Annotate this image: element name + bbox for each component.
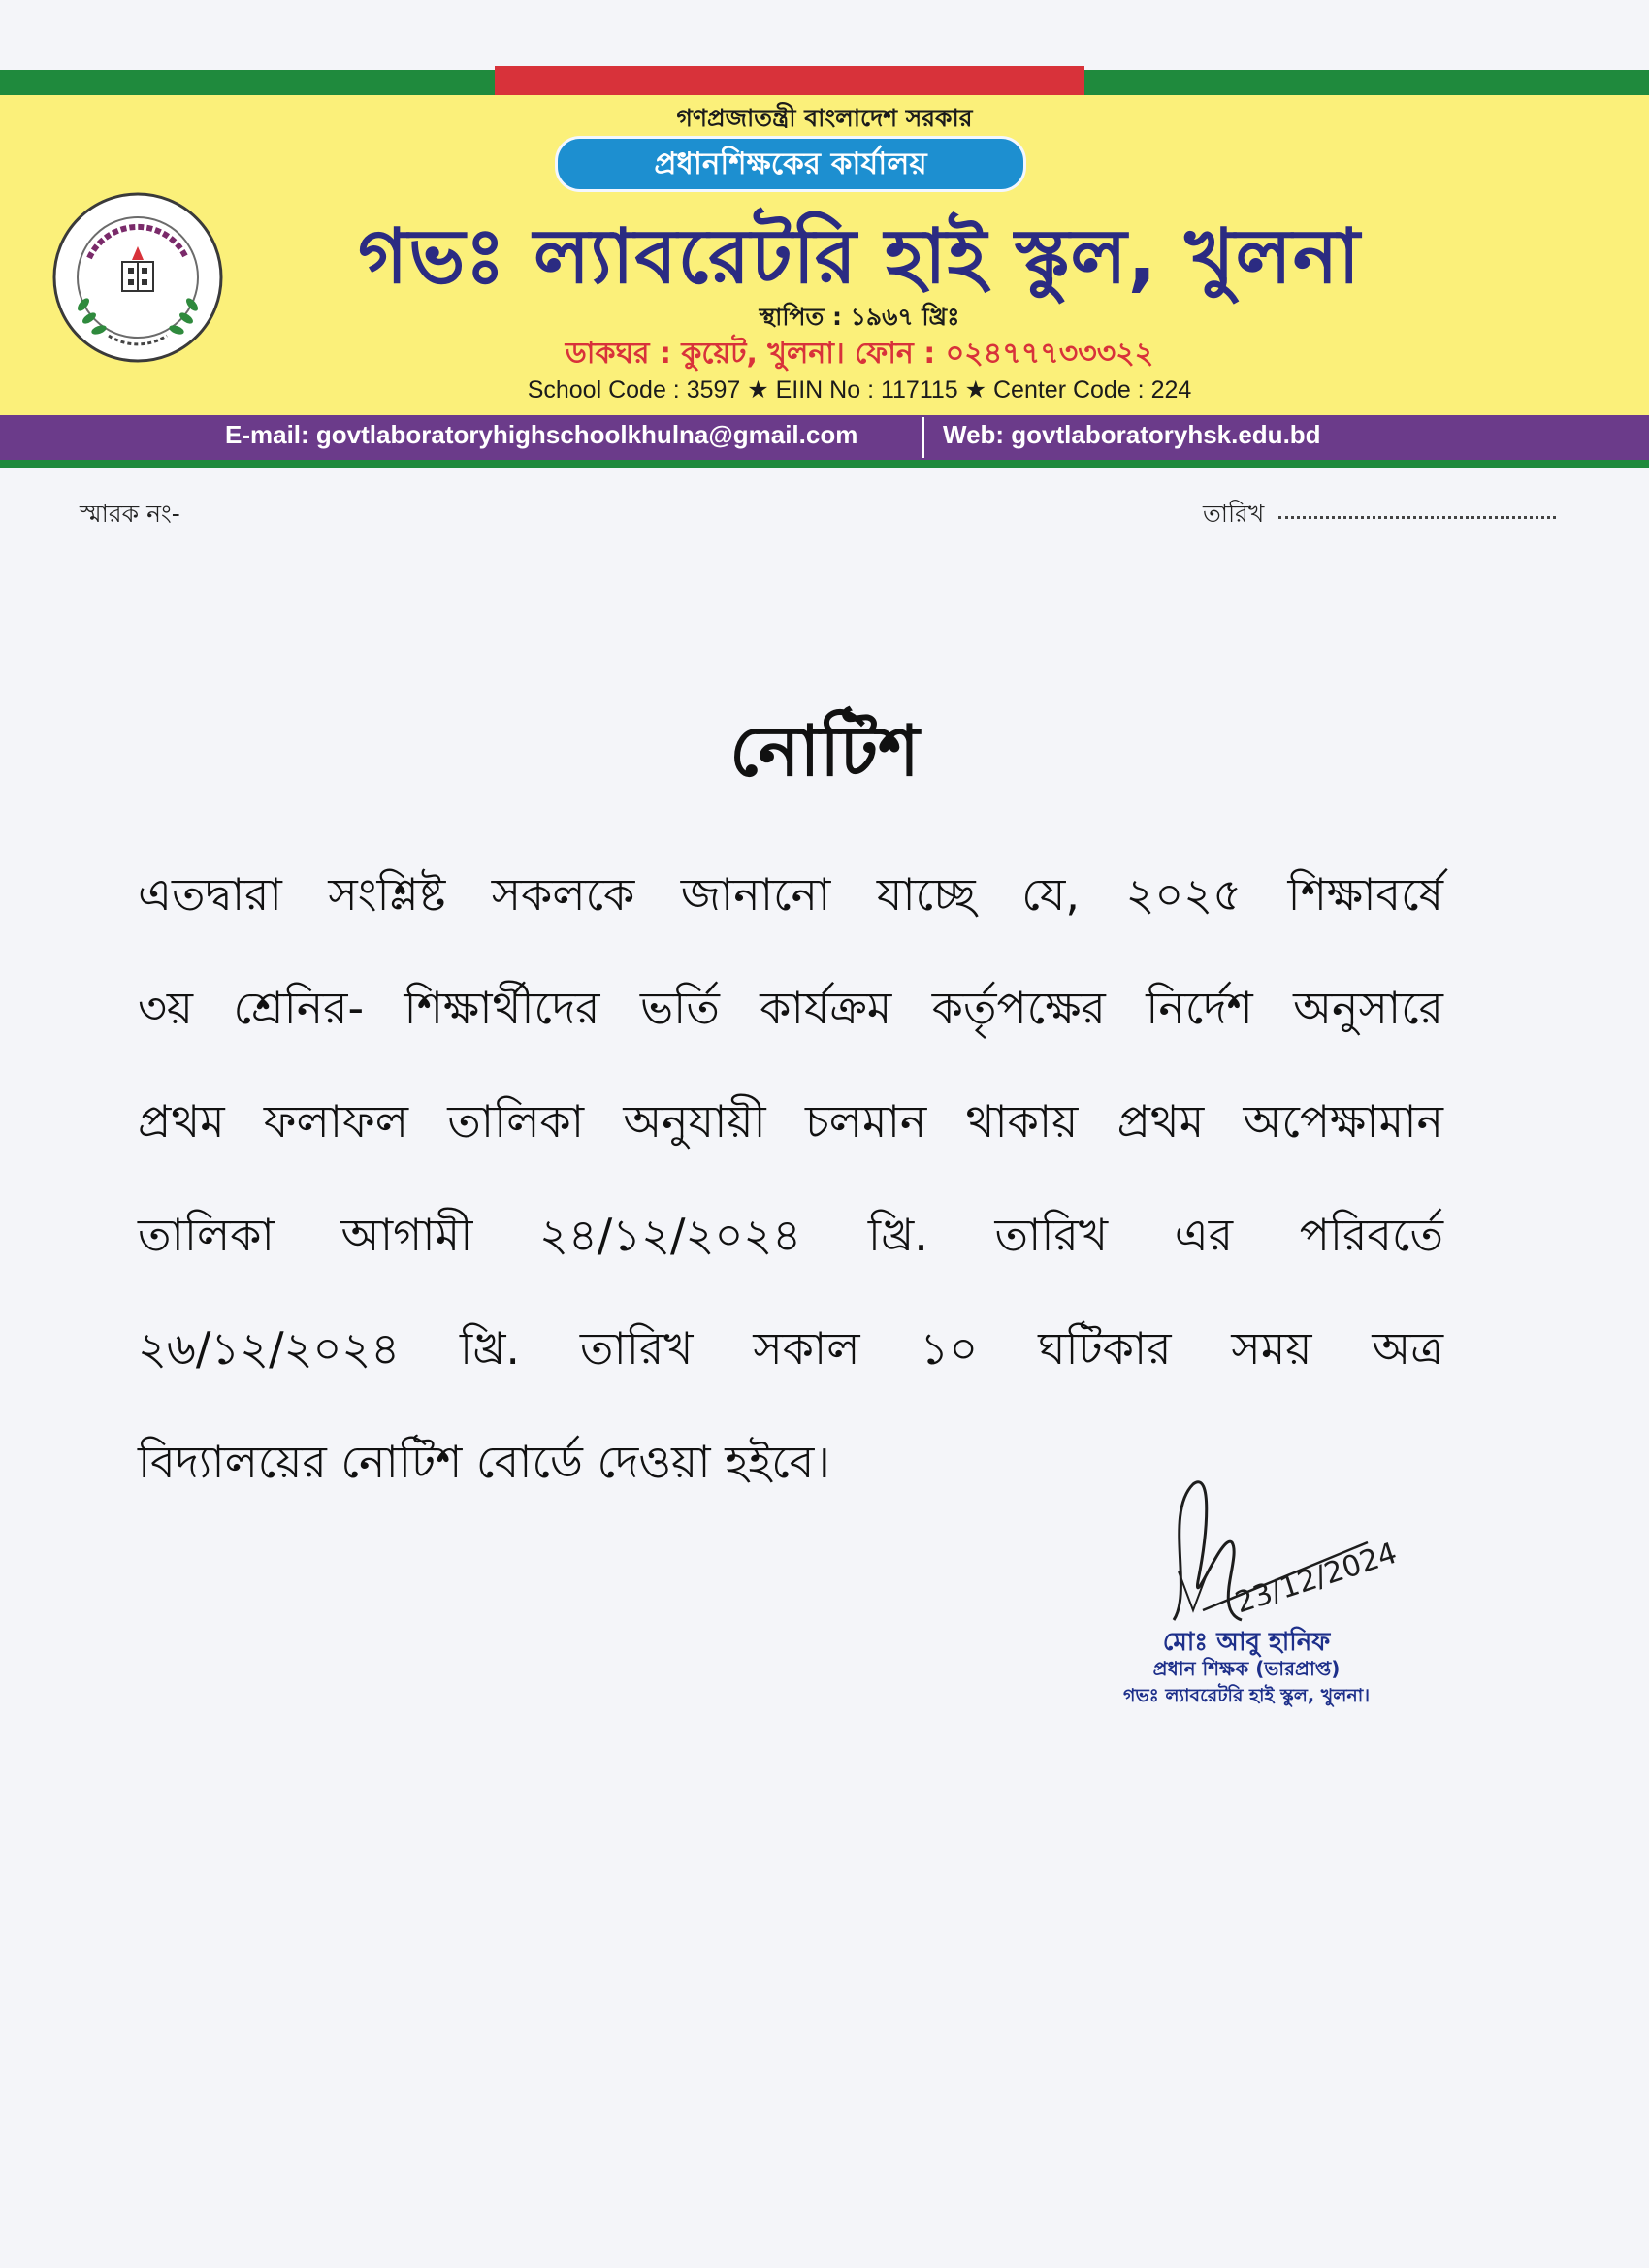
notice-line-2: ৩য় শ্রেনির- শিক্ষার্থীদের ভর্তি কার্যক্রম কর্তৃপক্ষের নির্দেশ অনুসারে [138,982,1443,1034]
notice-line-6: বিদ্যালয়ের নোটিশ বোর্ডে দেওয়া হইবে। [138,1436,830,1488]
school-codes-line: School Code : 3597 ★ EIIN No : 117115 ★ Center Code : 224 [527,376,1192,404]
letterhead-red-stripe [495,66,1084,95]
email-address: E-mail: govtlaboratoryhighschoolkhulna@gmail.com [225,420,858,449]
notice-line-3: প্রথম ফলাফল তালিকা অনুযায়ী চলমান থাকায় প্রথম অপেক্ষামান [138,1095,1443,1148]
website-address: Web: govtlaboratoryhsk.edu.bd [943,420,1321,449]
office-badge: প্রধানশিক্ষকের কার্যালয় [555,136,1026,192]
date-label: তারিখ [1203,500,1265,528]
notice-line-4: তালিকা আগামী ২৪/১২/২০২৪ খ্রি. তারিখ এর পরিবর্তে [138,1209,1443,1261]
established-line: স্থাপিত : ১৯৬৭ খ্রিঃ [759,303,960,331]
government-line: গণপ্রজাতন্ত্রী বাংলাদেশ সরকার [676,104,973,132]
signatory-name: মোঃ আবু হানিফ [1162,1628,1331,1657]
signatory-title: প্রধান শিক্ষক (ভারপ্রাপ্ত) [1152,1657,1341,1680]
contact-divider [922,417,924,458]
signatory-school: গভঃ ল্যাবরেটরি হাই স্কুল, খুলনা। [1123,1685,1370,1706]
school-name: গভঃ ল্যাবরেটরি হাই স্কুল, খুলনা [358,213,1361,301]
signature-date-text: 23/12/2024 [1231,1536,1402,1621]
date-blank-line [1278,499,1556,519]
postal-phone-line: ডাকঘর : কুয়েট, খুলনা। ফোন : ০২৪৭৭৭৩৩৩২২ [565,337,1154,371]
notice-title: নোটিশ [729,710,920,792]
memo-number-label: স্মারক নং- [80,500,180,528]
letterhead-bottom-stripe [0,460,1649,468]
school-logo-icon [50,190,225,365]
notice-line-1: এতদ্বারা সংশ্লিষ্ট সকলকে জানানো যাচ্ছে যে, ২০২৫ শিক্ষাবর্ষে [138,868,1443,921]
notice-line-5: ২৬/১২/২০২৪ খ্রি. তারিখ সকাল ১০ ঘটিকার সময় অত্র [138,1322,1443,1375]
